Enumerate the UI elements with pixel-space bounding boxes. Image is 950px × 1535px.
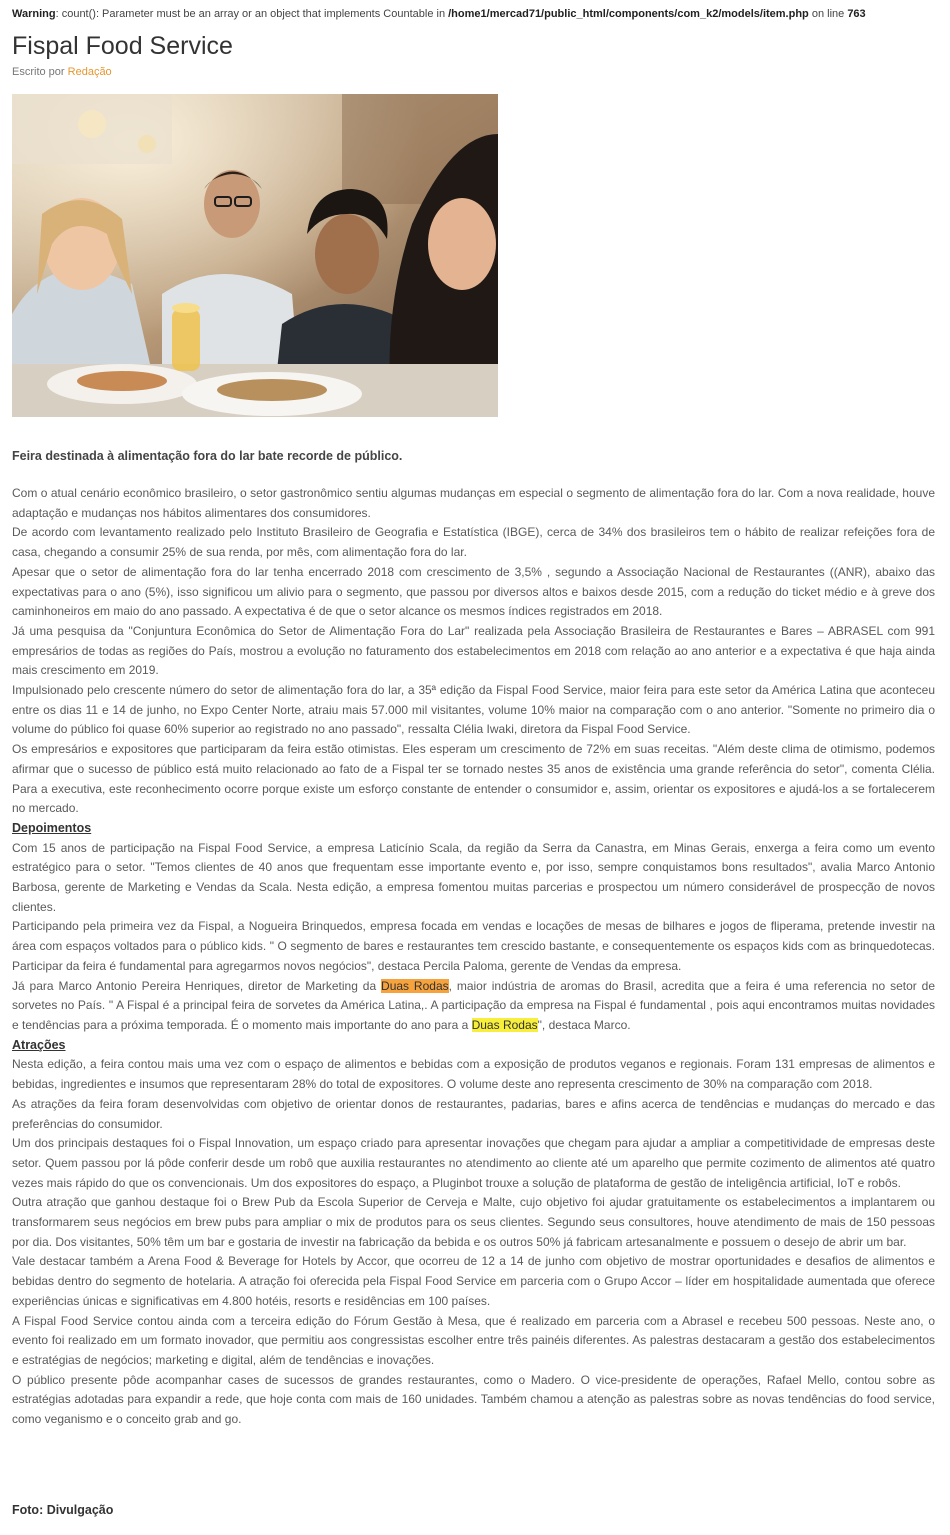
paragraph-duas-rodas [12, 977, 935, 1036]
paragraph-text: , maior indústria de aromas do Brasil, acredita que a feira é uma referencia no setor de sorvetes no País. " A Fispal é a principal feira de sorvetes da América Latina,. A participação da empresa na Fispal é fundamental , pois aqui encontramos muitas novidades e tendências para a próxima temporada. É o momento mais importante do ano para a [12, 978, 935, 1032]
warning-path: /home1/mercad71/public_html/components/com_k2/models/item.php [448, 8, 809, 20]
paragraph: O público presente pôde acompanhar cases de sucessos de grandes restaurantes, como o Madero. O vice-presidente de operações, Rafael Mello, contou sobre as estratégias adotadas para expandir a rede, que hoje conta com mais de 160 unidades. Também chamou a atenção as palestras sobre as novas tendências do food service, como veganismo e o conceito grab and go. [12, 1372, 935, 1427]
warning-line: 763 [847, 8, 866, 20]
paragraph: Impulsionado pelo crescente número do setor de alimentação fora do lar, a 35ª edição da Fispal Food Service, maior feira para este setor da América Latina que aconteceu entre os dias 11 e 14 de junho, no Expo Center Norte, atraiu mais 57.000 mil visitantes, volume 10% maior na comparação com o ano anterior. "Somente no primeiro dia o volume do público foi quase 60% superior ao registrado no ano passado", ressalta Clélia Iwaki, diretora da Fispal Food Service. [12, 683, 935, 737]
paragraph: Os empresários e expositores que participaram da feira estão otimistas. Eles esperam um crescimento de 72% em suas receitas. "Além deste clima de otimismo, podemos afirmar que o sucesso de público está muito relacionado ao fato de a Fispal ter se tornado nestes 35 anos de existência uma grande referência do setor", comenta Clélia. Para a executiva, este reconhecimento ocorre porque existe um esforço constante de entender o consumidor e, assim, orientar os expositores e ajudá-los a se fortalecerem no mercado. [12, 742, 935, 816]
warning-message: : count(): Parameter must be an array or an object that implements Countable in [55, 8, 449, 20]
section-heading-atracoes: Atrações [12, 1037, 66, 1052]
paragraph: Com o atual cenário econômico brasileiro, o setor gastronômico sentiu algumas mudanças em especial o segmento de alimentação fora do lar. Com a nova realidade, houve adaptação e mudanças nos hábitos alimentares dos consumidores. [12, 486, 935, 520]
paragraph: Nesta edição, a feira contou mais uma vez com o espaço de alimentos e bebidas com a exposição de produtos veganos e regionais. Foram 131 empresas de alimentos e bebidas, ingredientes e insumos que representaram 28% do total de expositores. O volume deste ano representa crescimento de 30% na comparação com 2018. [12, 1057, 935, 1092]
highlight-term: Duas Rodas [381, 978, 449, 993]
article-photo [12, 94, 498, 417]
byline-prefix: Escrito por [12, 66, 68, 78]
photo-credit: Foto: Divulgação [12, 1503, 114, 1517]
paragraph: As atrações da feira foram desenvolvidas com objetivo de orientar donos de restaurantes, padarias, bares e afins acerca de tendências e mudanças do mercado e das preferências do consumidor. [12, 1096, 935, 1131]
author-link[interactable]: Redação [67, 66, 112, 78]
paragraph: Outra atração que ganhou destaque foi o Brew Pub da Escola Superior de Cerveja e Malte, cujo objetivo foi ajudar gratuitamente os estabelecimentos a implantarem ou transformarem seus negócios em brew pubs para ampliar o mix de produtos para os seus clientes. Segundo seus consultores, houve atendimento de mais de 150 pessoas por dia. Dos visitantes, 50% têm um bar e gostaria de investir na fabricação da bebida e os outros 50% já fabricam artesanalmente e possuem o desejo de abrir um bar. [12, 1195, 935, 1249]
article-lead: Feira destinada à alimentação fora do lar bate recorde de público. [12, 449, 403, 463]
byline [12, 64, 112, 80]
article-body [12, 484, 935, 1430]
paragraph: Participando pela primeira vez da Fispal, a Nogueira Brinquedos, empresa focada em vendas e locações de mesas de bilhares e jogos de fliperama, pretende investir na área com espaços voltados para o público kids. " O segmento de bares e restaurantes tem crescido bastante, e consequentemente os espaços kids com as brinquedotecas. Participar da feira é fundamental para agregarmos novos negócios", destaca Percila Paloma, gerente de Vendas da empresa. [12, 919, 935, 973]
article-title: Fispal Food Service [12, 32, 233, 60]
paragraph: Um dos principais destaques foi o Fispal Innovation, um espaço criado para apresentar inovações que chegam para ajudar a ampliar a competitividade de empresas deste setor. Quem passou por lá pôde conferir desde um robô que auxilia restaurantes no atendimento ao cliente até um aparelho que permite cozimento de alimentos até quatro vezes mais rápido do que os convencionais. Um dos expositores do espaço, a Pluginbot trouxe a solução de plataforma de gestão de inteligência artificial, IoT e robôs. [12, 1136, 935, 1190]
paragraph-text: Já para Marco Antonio Pereira Henriques, diretor de Marketing da [12, 978, 382, 993]
php-warning [12, 6, 950, 22]
paragraph: A Fispal Food Service contou ainda com a terceira edição do Fórum Gestão à Mesa, que é realizado em parceria com a Abrasel e recebeu 500 pessoas. Neste ano, o evento foi realizado em um formato inovador, que permitiu aos congressistas escolher entre três painéis diferentes. As palestras destacaram a gestão dos estabelecimentos e estratégias de negócios; marketing e digital, além de tendências e inovações. [12, 1313, 935, 1367]
warning-label: Warning [12, 8, 56, 20]
paragraph-text: ", destaca Marco. [537, 1017, 631, 1032]
paragraph: Com 15 anos de participação na Fispal Food Service, a empresa Laticínio Scala, da região da Serra da Canastra, em Minas Gerais, enxerga a feira como um evento estratégico para o setor. "Temos clientes de 40 anos que frequentam esse importante evento e, por isso, sempre conquistamos bons resultados", avalia Marco Antonio Barbosa, gerente de Marketing e Vendas da Scala. Nesta edição, a empresa fomentou muitas parcerias e prospectou um número considerável de prospecção de novos clientes. [12, 840, 935, 914]
restaurant-friends-photo [12, 94, 498, 417]
warning-on-line: on line [808, 8, 848, 20]
paragraph: Já uma pesquisa da "Conjuntura Econômica do Setor de Alimentação Fora do Lar" realizada pela Associação Brasileira de Restaurantes e Bares – ABRASEL com 991 empresários de todas as regiões do País, mostrou a evolução no faturamento dos estabelecimentos em 2018 com relação ao ano anterior e a expectativa é que haja ainda mais crescimento em 2019. [12, 623, 935, 678]
paragraph: Vale destacar também a Arena Food & Beverage for Hotels by Accor, que ocorreu de 12 a 14 de junho com objetivo de mostrar oportunidades e desafios de alimentos e bebidas dentro do segmento de hotelaria. A atração foi oferecida pela Fispal Food Service em parceria com o Grupo Accor – líder em hospitalidade aumentada que oferece experiências únicas e significativas em 4.800 hotéis, resorts e residências em 100 países. [12, 1254, 935, 1308]
paragraph: Apesar que o setor de alimentação fora do lar tenha encerrado 2018 com crescimento de 3,5% , segundo a Associação Nacional de Restaurantes ((ANR), abaixo das expectativas para o ano (5%), isso significou um alivio para o segmento, que passou por diversos altos e baixos desde 2015, com a redução do ticket médio e à greve dos caminhoneiros em maio do ano passado. A expectativa é de que o setor alcance os mesmos índices registrados em 2018. [12, 564, 935, 619]
section-heading-depoimentos: Depoimentos [12, 820, 92, 835]
highlight-term: Duas Rodas [471, 1017, 538, 1032]
paragraph: De acordo com levantamento realizado pelo Instituto Brasileiro de Geografia e Estatística (IBGE), cerca de 34% dos brasileiros tem o hábito de realizar refeições fora de casa, chegando a consumir 25% de sua renda, por mês, com alimentação fora do lar. [12, 525, 935, 560]
